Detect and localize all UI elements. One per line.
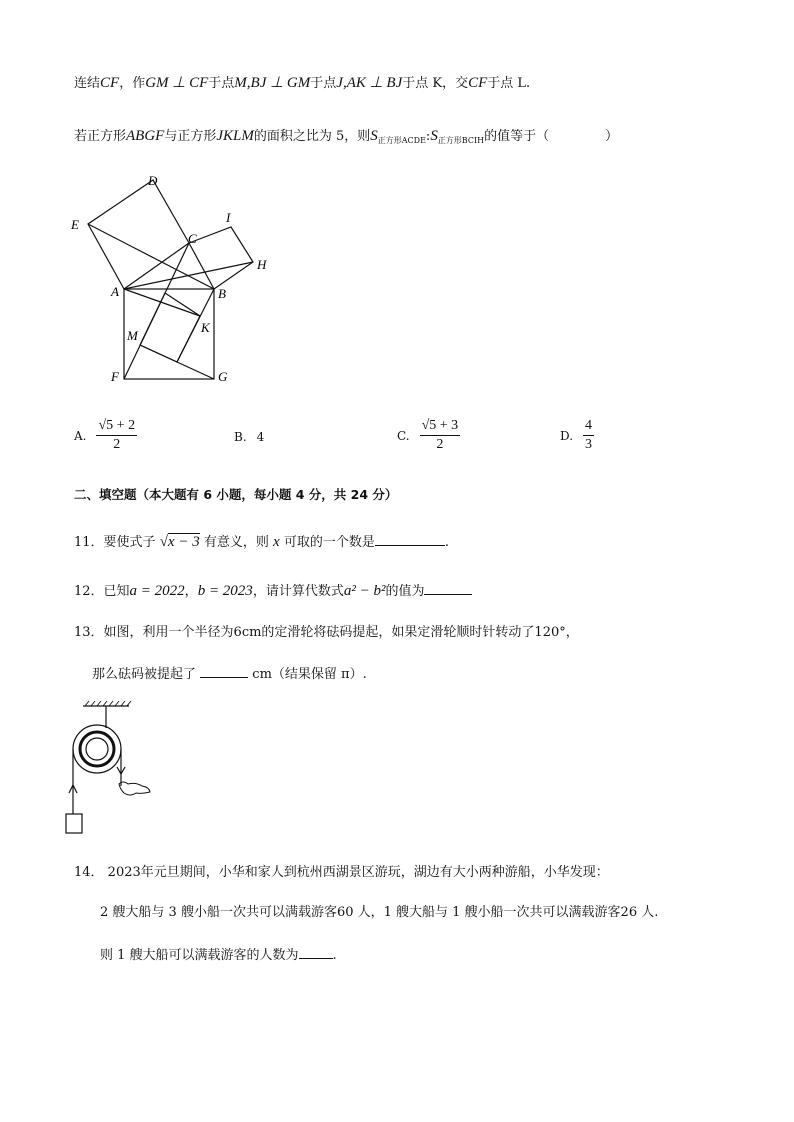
sqrt-expression: √x − 3 <box>159 534 200 550</box>
q13-line1: 13．如图，利用一个半径为6cm的定滑轮将砝码提起，如果定滑轮顺时针转动了120°， <box>74 625 579 640</box>
section-heading: 二、填空题（本大题有 6 小题，每小题 4 分，共 24 分） <box>74 487 398 502</box>
label-E: E <box>71 217 79 232</box>
q10-geometry-figure <box>60 165 280 395</box>
label-M: M <box>127 328 138 343</box>
option-a-fraction: $\frac{√5 + 2}{2}$ <box>98 418 136 452</box>
label-A: A <box>111 284 119 299</box>
option-d-fraction: $\frac{4}{3}$ <box>585 418 593 452</box>
q14-line1: 14． 2023年元旦期间，小华和家人到杭州西湖景区游玩，湖边有大小两种游船，小华发现： <box>74 865 609 880</box>
label-K: K <box>201 320 210 335</box>
q11: 11．要使式子 √x − 3 有意义，则 x 可取的一个数是 . <box>74 534 449 550</box>
label-B: B <box>218 286 226 301</box>
q14-line2: 2 艘大船与 3 艘小船一次共可以满载游客60 人，1 艘大船与 1 艘小船一次共可以满载游客26 人. <box>100 905 659 920</box>
option-b[interactable]: B. 4 <box>234 430 265 444</box>
q12-answer-blank[interactable] <box>424 582 472 595</box>
label-F: F <box>111 369 119 384</box>
option-c-fraction: $\frac{√5 + 3}{2}$ <box>421 418 459 452</box>
q14-answer-blank[interactable] <box>299 946 333 959</box>
q12: 12．已知a = 2022，b = 2023，请计算代数式a² − b²的值为 <box>74 582 472 600</box>
label-G: G <box>218 369 228 384</box>
q10-line2: 若正方形ABGF与正方形JKLM的面积之比为 5，则$S_{正方形ACDE}:S_{正方形BCIH}$的值等于（ ） <box>74 128 619 145</box>
label-D: D <box>148 173 158 188</box>
option-d[interactable]: D. $\frac{4}{3}$ <box>560 418 593 452</box>
pulley-figure <box>65 698 160 843</box>
label-C: C <box>188 231 197 246</box>
q13-answer-blank[interactable] <box>200 665 248 678</box>
option-c[interactable]: C. $\frac{√5 + 3}{2}$ <box>397 418 459 452</box>
q14-line3: 则 1 艘大船可以满载游客的人数为 . <box>100 948 337 963</box>
q13-line2: 那么砝码被提起了 cm（结果保留 π）. <box>92 667 367 682</box>
label-I: I <box>226 210 231 225</box>
q11-answer-blank[interactable] <box>375 533 445 546</box>
option-a[interactable]: A. $\frac{√5 + 2}{2}$ <box>74 418 136 452</box>
q10-line1: 连结CF，作GM ⊥ CF于点M,BJ ⊥ GM于点J,AK ⊥ BJ于点 K，交CF于点 L. <box>74 75 531 91</box>
label-H: H <box>257 257 267 272</box>
